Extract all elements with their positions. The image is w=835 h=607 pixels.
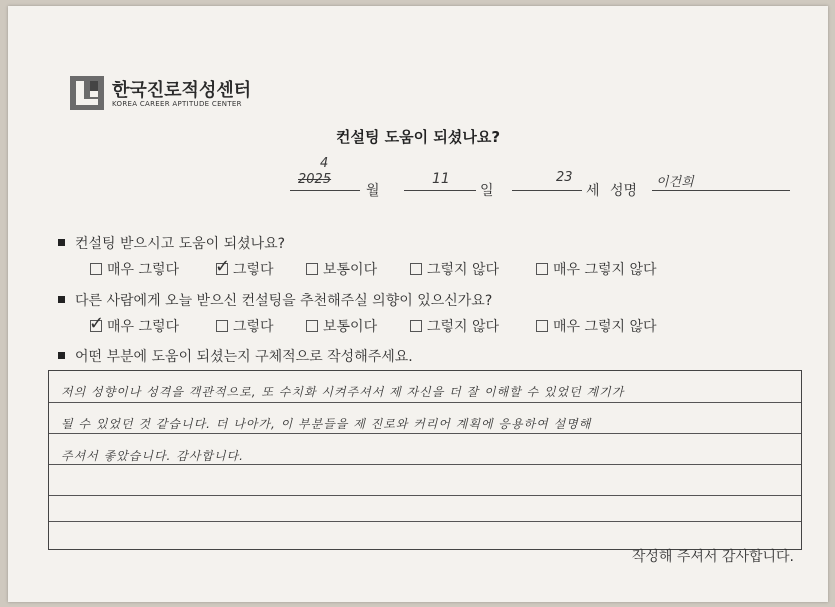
day-value: 11 (432, 171, 450, 187)
checkbox-icon[interactable] (410, 263, 422, 275)
month-field[interactable] (290, 156, 360, 191)
page-title: 컨설팅 도움이 되셨나요? (335, 128, 501, 146)
answer-line-1: 저의 성향이나 성격을 객관적으로, 또 수치화 시켜주셔서 제 자신을 더 잘 이해할 수 있었던 계기가 (61, 385, 625, 399)
thanks-text: 작성해 주셔서 감사합니다. (631, 549, 794, 565)
answer-line-2: 될 수 있었던 것 같습니다. 더 나아가, 이 부분들을 제 진로와 커리어 계획에 응용하여 설명해 (61, 417, 592, 431)
day-label: 일 (480, 183, 494, 199)
question-2 (58, 290, 492, 310)
name-field[interactable] (652, 166, 790, 191)
q2-option-1[interactable]: ✓ 매우 그렇다 (89, 313, 180, 335)
logo-name-ko: 한국진로적성센터 (112, 80, 252, 101)
q1-option-2[interactable]: ✓ 그렇다 (215, 256, 274, 278)
checkbox-icon[interactable] (536, 320, 548, 332)
question-2-text: 다른 사람에게 오늘 받으신 컨설팅을 추천해주실 의향이 있으신가요? (75, 293, 493, 309)
survey-sheet (8, 6, 828, 602)
age-value: 23 (556, 170, 573, 185)
name-label: 성명 (610, 183, 638, 199)
checkbox-icon[interactable] (410, 320, 422, 332)
bullet-icon (58, 296, 65, 303)
bullet-icon (58, 352, 65, 359)
checkbox-icon[interactable] (306, 320, 318, 332)
q1-option-1[interactable]: 매우 그렇다 (90, 259, 179, 279)
answer-line-3: 주셔서 좋았습니다. 감사합니다. (61, 449, 244, 463)
ruled-line (49, 495, 801, 496)
month-label: 월 (366, 183, 380, 199)
question-3-text: 어떤 부분에 도움이 되셨는지 구체적으로 작성해주세요. (75, 349, 413, 365)
q2-option-2[interactable]: 그렇다 (216, 316, 274, 336)
q1-option-3[interactable]: 보통이다 (306, 259, 377, 279)
name-value: 이건희 (656, 175, 694, 190)
ruled-line (49, 433, 801, 434)
q2-option-5[interactable]: 매우 그렇지 않다 (536, 316, 657, 336)
month-struck-value: 2025 (298, 172, 332, 187)
checkbox-icon[interactable] (215, 256, 231, 277)
bullet-icon (58, 239, 65, 246)
checkbox-icon[interactable] (90, 263, 102, 275)
check-mark-icon: ✓ (89, 313, 105, 334)
question-1-text: 컨설팅 받으시고 도움이 되셨나요? (75, 236, 286, 252)
q2-option-4[interactable]: 그렇지 않다 (410, 316, 499, 336)
age-field[interactable] (512, 166, 582, 191)
ruled-line (49, 402, 801, 403)
answer-textarea[interactable] (48, 370, 802, 550)
checkbox-icon[interactable] (216, 320, 228, 332)
logo-mark-icon (70, 76, 104, 110)
checkbox-icon[interactable] (306, 263, 318, 275)
age-label: 세 (586, 183, 600, 199)
q2-option-3[interactable]: 보통이다 (306, 316, 377, 336)
day-field[interactable] (404, 166, 476, 191)
q1-option-5[interactable]: 매우 그렇지 않다 (536, 259, 657, 279)
question-3 (58, 346, 413, 366)
ruled-line (49, 521, 801, 522)
logo-name-en: KOREA CAREER APTITUDE CENTER (112, 100, 242, 108)
check-mark-icon: ✓ (215, 256, 231, 277)
checkbox-icon[interactable] (536, 263, 548, 275)
q1-option-4[interactable]: 그렇지 않다 (410, 259, 499, 279)
checkbox-icon[interactable] (89, 313, 105, 334)
month-value: 4 (320, 156, 329, 171)
ruled-line (49, 464, 801, 465)
question-1 (58, 233, 285, 253)
